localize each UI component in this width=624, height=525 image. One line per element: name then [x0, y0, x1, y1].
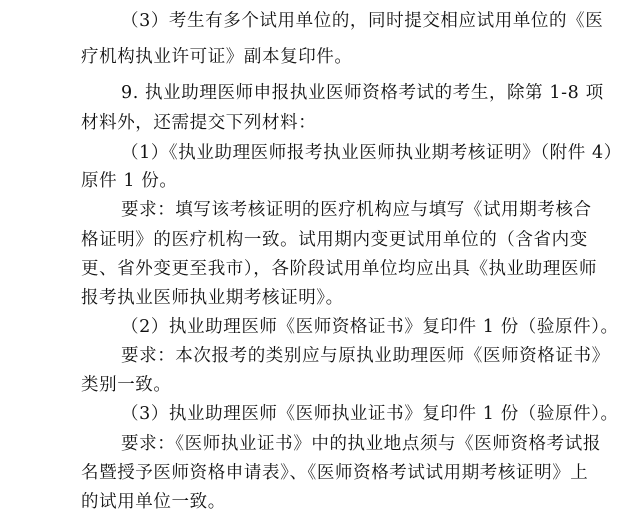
text-line: 9. 执业助理医师申报执业医师资格考试的考生，除第 1-8 项 — [121, 83, 604, 103]
text-line: （1）《执业助理医师报考执业医师执业期考核证明》（附件 4） — [121, 143, 622, 163]
text-line: 材料外，还需提交下列材料： — [81, 113, 317, 133]
text-line: 要求：本次报考的类别应与原执业助理医师《医师资格证书》 — [121, 346, 610, 366]
text-line: 报考执业医师执业期考核证明》。 — [81, 288, 344, 308]
text-line: 要求：《医师执业证书》中的执业地点须与《医师资格考试报 — [121, 434, 601, 454]
text-line: 的试用单位一致。 — [81, 492, 226, 512]
text-line: 类别一致。 — [81, 375, 172, 395]
text-line: 要求：填写该考核证明的医疗机构应与填写《试用期考核合 — [121, 200, 592, 220]
text-line: （3）执业助理医师《医师执业证书》复印件 1 份（验原件）。 — [121, 404, 619, 424]
text-line: （2）执业助理医师《医师资格证书》复印件 1 份（验原件）。 — [121, 317, 619, 337]
text-line: 原件 1 份。 — [81, 171, 178, 191]
text-line: 格证明》的医疗机构一致。试用期内变更试用单位的（含省内变 — [81, 230, 588, 250]
text-line: 疗机构执业许可证》副本复印件。 — [81, 47, 353, 67]
text-line: （3）考生有多个试用单位的，同时提交相应试用单位的《医 — [121, 11, 604, 31]
text-line: 更、省外变更至我市），各阶段试用单位均应出具《执业助理医师 — [81, 259, 598, 279]
text-line: 名暨授予医师资格申请表》、《医师资格考试试用期考核证明》上 — [81, 463, 589, 483]
